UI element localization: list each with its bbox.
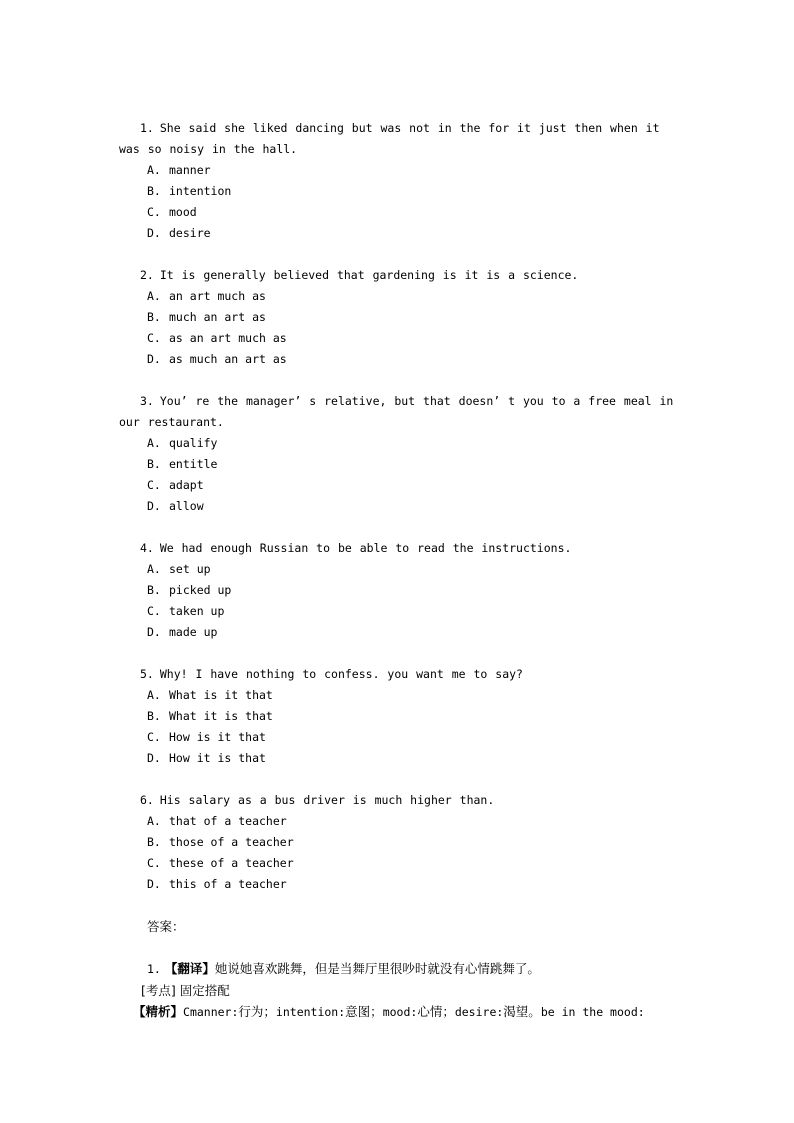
option-a <box>119 685 679 706</box>
jingxi-gloss-3: 心情； <box>417 1004 455 1019</box>
option-text: set up <box>169 562 211 576</box>
translation-text: 她说她喜欢跳舞，但是当舞厅里很吵时就没有心情跳舞了。 <box>214 961 540 976</box>
option-letter: A. <box>147 688 161 702</box>
option-d <box>119 748 679 769</box>
option-letter: D. <box>147 352 161 366</box>
jingxi-term-5: be in the mood: <box>540 1005 645 1019</box>
option-letter: C. <box>147 604 161 618</box>
jingxi-tag: 【精析】 <box>133 1004 184 1019</box>
option-letter: B. <box>147 583 161 597</box>
question-text: Why! I have nothing to confess. you want me to say? <box>159 667 523 681</box>
jingxi-term-1: Cmanner: <box>183 1005 239 1019</box>
option-d <box>119 349 679 370</box>
kaodian-tag: [考点] <box>141 983 176 998</box>
option-letter: C. <box>147 856 161 870</box>
option-letter: D. <box>147 877 161 891</box>
option-d <box>119 223 679 244</box>
option-text: How is it that <box>169 730 266 744</box>
question-3 <box>119 391 679 517</box>
question-2 <box>119 265 679 370</box>
option-letter: C. <box>147 730 161 744</box>
option-text: taken up <box>169 604 225 618</box>
question-text: His salary as a bus driver is much higher than. <box>159 793 495 807</box>
option-b <box>119 580 679 601</box>
question-5 <box>119 664 679 769</box>
jingxi-term-3: mood: <box>382 1005 418 1019</box>
option-text: qualify <box>169 436 218 450</box>
option-c <box>119 727 679 748</box>
option-text: What it is that <box>169 709 273 723</box>
answer-number: 1. <box>147 962 161 976</box>
question-6 <box>119 790 679 895</box>
option-text: as an art much as <box>169 331 287 345</box>
option-letter: C. <box>147 478 161 492</box>
question-number: 4. <box>140 541 154 555</box>
option-letter: B. <box>147 310 161 324</box>
translation-tag: 【翻译】 <box>164 961 215 976</box>
option-letter: D. <box>147 625 161 639</box>
option-a <box>119 811 679 832</box>
option-text: as much an art as <box>169 352 287 366</box>
option-text: What is it that <box>169 688 273 702</box>
option-text: How it is that <box>169 751 266 765</box>
question-stem <box>119 265 679 286</box>
option-b <box>119 181 679 202</box>
option-letter: A. <box>147 289 161 303</box>
option-text: desire <box>169 226 211 240</box>
option-a <box>119 160 679 181</box>
option-text: that of a teacher <box>169 814 287 828</box>
option-text: those of a teacher <box>169 835 294 849</box>
jingxi-term-2: intention: <box>275 1005 346 1019</box>
option-letter: A. <box>147 163 161 177</box>
question-text: It is generally believed that gardening is it is a science. <box>159 268 579 282</box>
question-text: She said she liked dancing but was not in the for it just then when it was so noisy in the hall. <box>119 121 660 156</box>
option-text: entitle <box>169 457 218 471</box>
option-text: intention <box>169 184 232 198</box>
question-stem <box>119 790 679 811</box>
option-c <box>119 328 679 349</box>
option-text: made up <box>169 625 218 639</box>
option-letter: C. <box>147 331 161 345</box>
question-stem <box>119 664 679 685</box>
option-text: this of a teacher <box>169 877 287 891</box>
question-1 <box>119 118 679 244</box>
option-text: these of a teacher <box>169 856 294 870</box>
option-a <box>119 433 679 454</box>
question-number: 2. <box>140 268 154 282</box>
question-text: You’ re the manager’ s relative, but that doesn’ t you to a free meal in our restaurant. <box>119 394 674 429</box>
question-text: We had enough Russian to be able to read the instructions. <box>159 541 572 555</box>
option-letter: C. <box>147 205 161 219</box>
option-b <box>119 307 679 328</box>
option-letter: D. <box>147 751 161 765</box>
option-a <box>119 559 679 580</box>
answer-1-kaodian <box>119 980 679 1001</box>
question-number: 6. <box>140 793 154 807</box>
option-letter: D. <box>147 499 161 513</box>
option-b <box>119 832 679 853</box>
option-c <box>119 601 679 622</box>
option-text: allow <box>169 499 204 513</box>
option-text: adapt <box>169 478 204 492</box>
option-c <box>119 853 679 874</box>
option-d <box>119 874 679 895</box>
option-text: much an art as <box>169 310 266 324</box>
option-a <box>119 286 679 307</box>
question-number: 1. <box>140 121 154 135</box>
option-c <box>119 202 679 223</box>
jingxi-gloss-4: 渴望。 <box>503 1004 541 1019</box>
option-letter: A. <box>147 814 161 828</box>
option-letter: B. <box>147 835 161 849</box>
option-letter: A. <box>147 436 161 450</box>
answer-heading: 答案： <box>147 919 185 934</box>
option-letter: A. <box>147 562 161 576</box>
option-text: manner <box>169 163 211 177</box>
option-text: mood <box>169 205 197 219</box>
option-text: picked up <box>169 583 232 597</box>
jingxi-gloss-2: 意图； <box>345 1004 383 1019</box>
jingxi-term-4: desire: <box>454 1005 504 1019</box>
question-number: 3. <box>140 394 154 408</box>
option-letter: B. <box>147 184 161 198</box>
question-4 <box>119 538 679 643</box>
option-letter: D. <box>147 226 161 240</box>
question-list <box>119 118 679 1023</box>
option-c <box>119 475 679 496</box>
option-text: an art much as <box>169 289 266 303</box>
option-d <box>119 622 679 643</box>
option-b <box>119 706 679 727</box>
option-letter: B. <box>147 457 161 471</box>
answer-1-jingxi <box>119 1001 679 1023</box>
answer-1-translation <box>119 958 679 980</box>
option-b <box>119 454 679 475</box>
question-stem <box>119 538 679 559</box>
option-d <box>119 496 679 517</box>
question-stem <box>119 391 679 433</box>
jingxi-gloss-1: 行为； <box>238 1004 276 1019</box>
question-number: 5. <box>140 667 154 681</box>
question-stem <box>119 118 679 160</box>
option-letter: B. <box>147 709 161 723</box>
kaodian-text: 固定搭配 <box>179 983 230 998</box>
